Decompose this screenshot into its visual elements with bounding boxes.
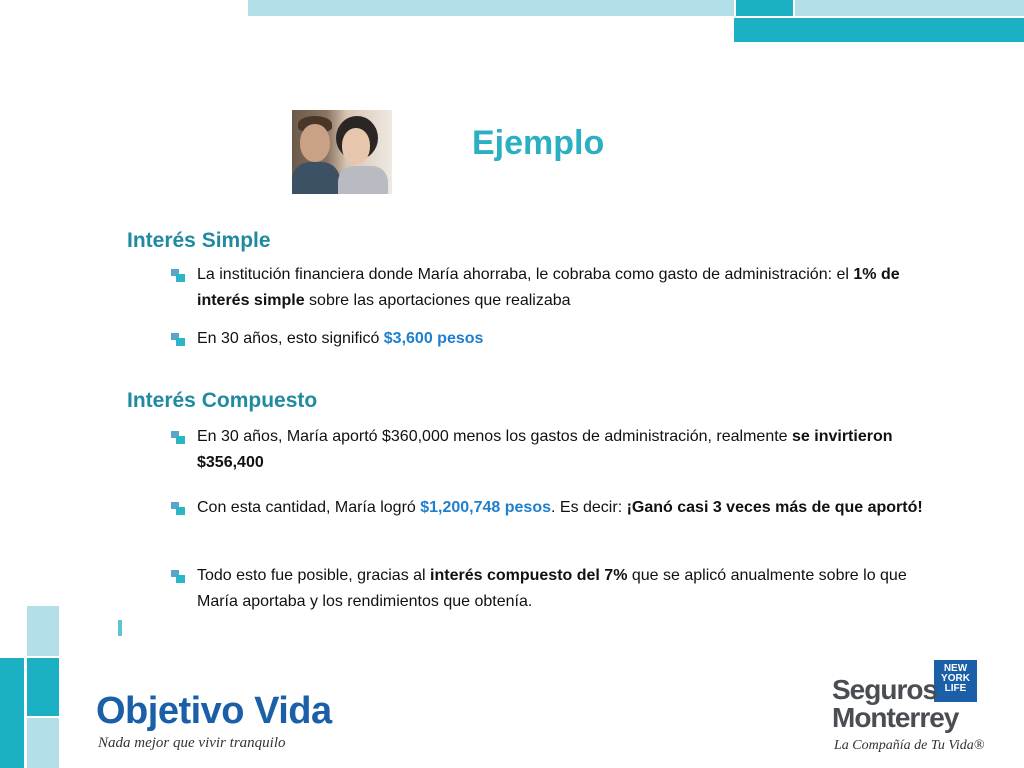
logo-line1: Seguros xyxy=(832,674,938,705)
bullet-text: La institución financiera donde María ahorraba, le cobraba como gasto de administración: el 1% de interés simple sobre las aportaciones que realizaba xyxy=(197,266,900,309)
bullet-text: Con esta cantidad, María logró $1,200,748 pesos. Es decir: ¡Ganó casi 3 veces más de que aportó! xyxy=(197,499,923,516)
left-bar-light-top xyxy=(27,606,59,656)
logo-line2: Monterrey xyxy=(832,702,959,733)
top-bar-light xyxy=(248,0,734,16)
bullet-icon xyxy=(171,268,186,283)
left-bar-light-bottom xyxy=(27,718,59,768)
decorative-mark xyxy=(118,620,122,636)
section-heading-simple: Interés Simple xyxy=(127,229,271,252)
logo-tagline: La Compañía de Tu Vida® xyxy=(834,738,985,753)
bullet-icon xyxy=(171,569,186,584)
bullet-text: En 30 años, María aportó $360,000 menos los gastos de administración, realmente se invirtieron $356,400 xyxy=(197,428,893,471)
top-bar-dark-small xyxy=(736,0,793,16)
bullet-icon xyxy=(171,430,186,445)
section-heading-compuesto: Interés Compuesto xyxy=(127,389,318,412)
brand-tagline: Nada mejor que vivir tranquilo xyxy=(98,735,286,751)
brand-name: Objetivo Vida xyxy=(96,690,332,732)
bullet-text: Todo esto fue posible, gracias al interés compuesto del 7% que se aplicó anualmente sobre lo que María aportaba y los rendimientos que obtenía. xyxy=(197,567,907,610)
left-bar-dark-mid xyxy=(27,658,59,716)
slide-title: Ejemplo xyxy=(472,124,605,162)
top-bar-light-right xyxy=(795,0,1024,16)
couple-photo xyxy=(292,110,392,194)
bullet-text: En 30 años, esto significó $3,600 pesos xyxy=(197,330,484,347)
bullet-icon xyxy=(171,501,186,516)
left-bar-dark-tall xyxy=(0,658,24,768)
bullet-icon xyxy=(171,332,186,347)
new-york-life-logo: NEW YORK LIFE xyxy=(934,660,977,702)
top-bar-dark xyxy=(734,18,1024,42)
